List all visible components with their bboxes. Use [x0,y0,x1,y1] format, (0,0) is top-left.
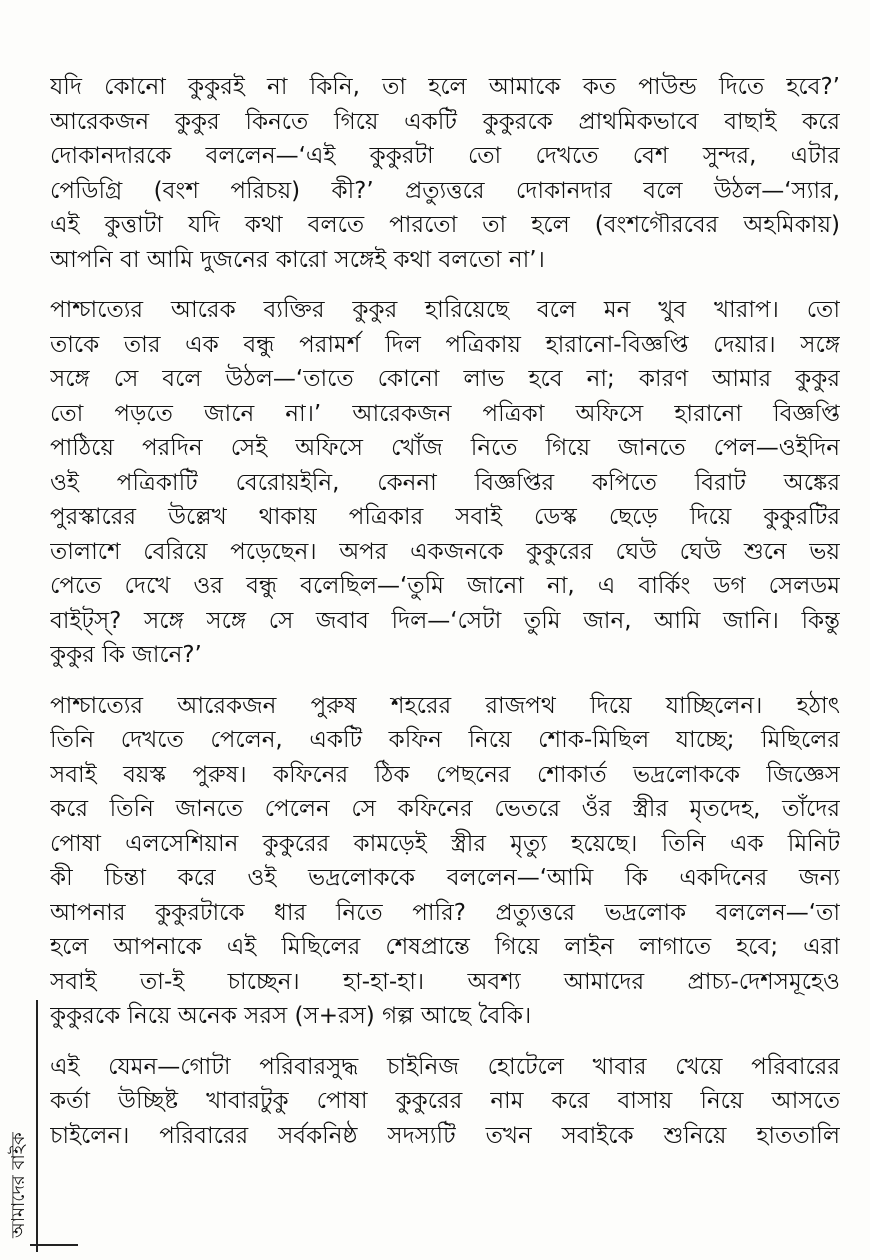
text-line: পাঠিয়ে পরদিন সেই অফিসে খোঁজ নিতে গিয়ে জানতে পেল—ওইদিন [50,435,840,461]
paragraph-1 [50,70,840,277]
text-line: এই যেমন—গোটা পরিবারসুদ্ধ চাইনিজ হোটেলে খাবার খেয়ে পরিবারের [50,1053,840,1080]
paragraph-4 [50,1050,840,1154]
text-line: পেতে দেখে ওর বন্ধু বলেছিল—‘তুমি জানো না, এ বার্কিং ডগ সেলডম [50,573,840,599]
text-line: হলে আপনাকে এই মিছিলের শেষপ্রান্তে গিয়ে লাইন লাগাতে হবে; এরা [50,934,840,960]
text-line: পোষা এলসেশিয়ান কুকুরের কামড়েই স্ত্রীর মৃত্যু হয়েছে। তিনি এক মিনিট [50,830,840,857]
text-line: সবাই বয়স্ক পুরুষ। কফিনের ঠিক পেছনের শোকার্ত ভদ্রলোককে জিজ্ঞেস [50,761,840,788]
text-line: পেডিগ্রি (বংশ পরিচয়) কী?’ প্রত্যুত্তরে দোকানদার বলে উঠল—‘স্যার, [50,177,840,204]
body-text [50,70,840,1169]
bottom-rule [30,1244,78,1246]
paragraph-3 [50,689,840,1034]
text-line: পাশ্চাত্যের আরেকজন পুরুষ শহরের রাজপথ দিয়ে যাচ্ছিলেন। হঠাৎ [50,692,840,719]
text-line: এই কুত্তাটা যদি কথা বলতে পারতো তা হলে (বংশগৌরবের অহমিকায়) [50,212,840,238]
text-line: সবাই তা-ই চাচ্ছেন। হা-হা-হা। অবশ্য আমাদের প্রাচ্য-দেশসমূহেও [50,968,840,995]
text-line: আরেকজন কুকুর কিনতে গিয়ে একটি কুকুরকে প্রাথমিকভাবে বাছাই করে [50,108,840,135]
text-line: তিনি দেখতে পেলেন, একটি কফিন নিয়ে শোক-মিছিল যাচ্ছে; মিছিলের [50,727,840,753]
text-line: সঙ্গে সে বলে উঠল—‘তাতে কোনো লাভ হবে না; কারণ আমার কুকুর [50,366,840,392]
text-line: কী চিন্তা করে ওই ভদ্রলোককে বললেন—‘আমি কি একদিনের জন্য [50,865,840,891]
text-line: ওই পত্রিকাটি বেরোয়ইনি, কেননা বিজ্ঞপ্তির কপিতে বিরাট অঙ্কের [50,469,840,496]
text-line: করে তিনি জানতে পেলেন সে কফিনের ভেতরে ওঁর স্ত্রীর মৃতদেহ, তাঁদের [50,796,840,822]
running-header: আমাদের বাইক [8,1132,29,1238]
text-line: কুকুরকে নিয়ে অনেক সরস (স+রস) গল্প আছে বৈকি। [50,1003,532,1029]
text-line: কুকুর কি জানে?’ [50,642,202,668]
text-line: দোকানদারকে বললেন—‘এই কুকুরটা তো দেখতে বেশ সুন্দর, এটার [50,143,840,169]
text-line: তালাশে বেরিয়ে পড়েছেন। অপর একজনকে কুকুরের ঘেউ ঘেউ শুনে ভয় [50,538,840,565]
text-line: চাইলেন। পরিবারের সর্বকনিষ্ঠ সদস্যটি তখন সবাইকে শুনিয়ে হাততালি [50,1122,840,1149]
text-line: কর্তা উচ্ছিষ্ট খাবারটুকু পোষা কুকুরের নাম করে বাসায় নিয়ে আসতে [50,1088,840,1114]
paragraph-2 [50,293,840,673]
text-line: পাশ্চাত্যের আরেক ব্যক্তির কুকুর হারিয়েছে বলে মন খুব খারাপ। তো [50,297,840,323]
text-line: পুরস্কারের উল্লেখ থাকায় পত্রিকার সবাই ডেস্ক ছেড়ে দিয়ে কুকুরটির [50,504,840,530]
text-line: বাইট্‌স্? সঙ্গে সঙ্গে সে জবাব দিল—‘সেটা তুমি জান, আমি জানি। কিন্তু [50,607,840,634]
text-line: তাকে তার এক বন্ধু পরামর্শ দিল পত্রিকায় হারানো-বিজ্ঞপ্তি দেয়ার। সঙ্গে [50,331,840,358]
margin-rule [36,1000,38,1252]
text-line: তো পড়তে জানে না।’ আরেকজন পত্রিকা অফিসে হারানো বিজ্ঞপ্তি [50,400,840,427]
text-line: যদি কোনো কুকুরই না কিনি, তা হলে আমাকে কত পাউন্ড দিতে হবে?’ [50,74,840,100]
text-line: আপনি বা আমি দুজনের কারো সঙ্গেই কথা বলতো না’। [50,246,545,273]
text-line: আপনার কুকুরটাকে ধার নিতে পারি? প্রত্যুত্তরে ভদ্রলোক বললেন—‘তা [50,899,840,926]
